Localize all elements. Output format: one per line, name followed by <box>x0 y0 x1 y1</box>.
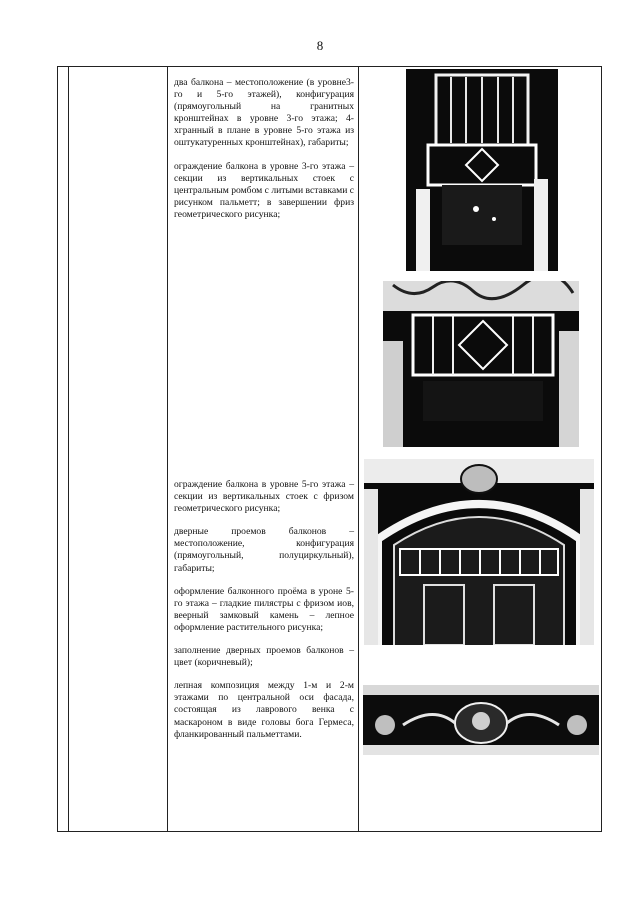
balcony-photo-1-icon <box>406 69 558 271</box>
balcony-photo-2 <box>383 281 579 447</box>
balcony-photo-1 <box>406 69 558 271</box>
page-number: 8 <box>316 38 324 53</box>
description-paragraph: ограждение балкона в уровне 5-го этажа – секции из вертикальных стоек с фризом геометрического рисунка; <box>174 479 354 515</box>
balcony-photo-3 <box>364 459 594 645</box>
table-column-divider <box>68 67 69 831</box>
description-paragraph: два балкона – местоположение (в уровне3-го и 5-го этажей), конфигурация (прямоугольный на гранитных кронштейнах в уровне 3-го этажа; 4-хгранный в плане в уровне 5-го этажа из оштукатуренных кронштейнах), габариты; <box>174 77 354 149</box>
description-paragraph: лепная композиция между 1-м и 2-м этажами по центральной оси фасада, состоящая из лаврового венка с маскароном в виде головы бога Гермеса, фланкированный пальметтами. <box>174 680 354 740</box>
table-column-divider <box>167 67 168 831</box>
description-paragraph: оформление балконного проёма в уроне 5-го этажа – гладкие пилястры с фризом иов, веерный замковый камень – лепное оформление растительного рисунка; <box>174 585 354 633</box>
description-paragraph: ограждение балкона в уровне 3-го этажа – секции из вертикальных стоек с центральным ромбом с литыми вставками с рисунком пальметт; в завершении фриз геометрического рисунка; <box>174 160 354 220</box>
monument-table <box>57 66 602 832</box>
description-column <box>174 77 354 232</box>
relief-photo-4 <box>363 685 599 755</box>
description-column <box>174 479 354 752</box>
balcony-photo-2-icon <box>383 281 579 447</box>
table-column-divider <box>358 67 359 831</box>
relief-photo-4-icon <box>363 685 599 755</box>
description-paragraph: заполнение дверных проемов балконов – цвет (коричневый); <box>174 645 354 669</box>
balcony-photo-3-icon <box>364 459 594 645</box>
description-paragraph: дверные проемов балконов – местоположение, конфигурация (прямоугольный, полуциркульный), габариты; <box>174 526 354 574</box>
